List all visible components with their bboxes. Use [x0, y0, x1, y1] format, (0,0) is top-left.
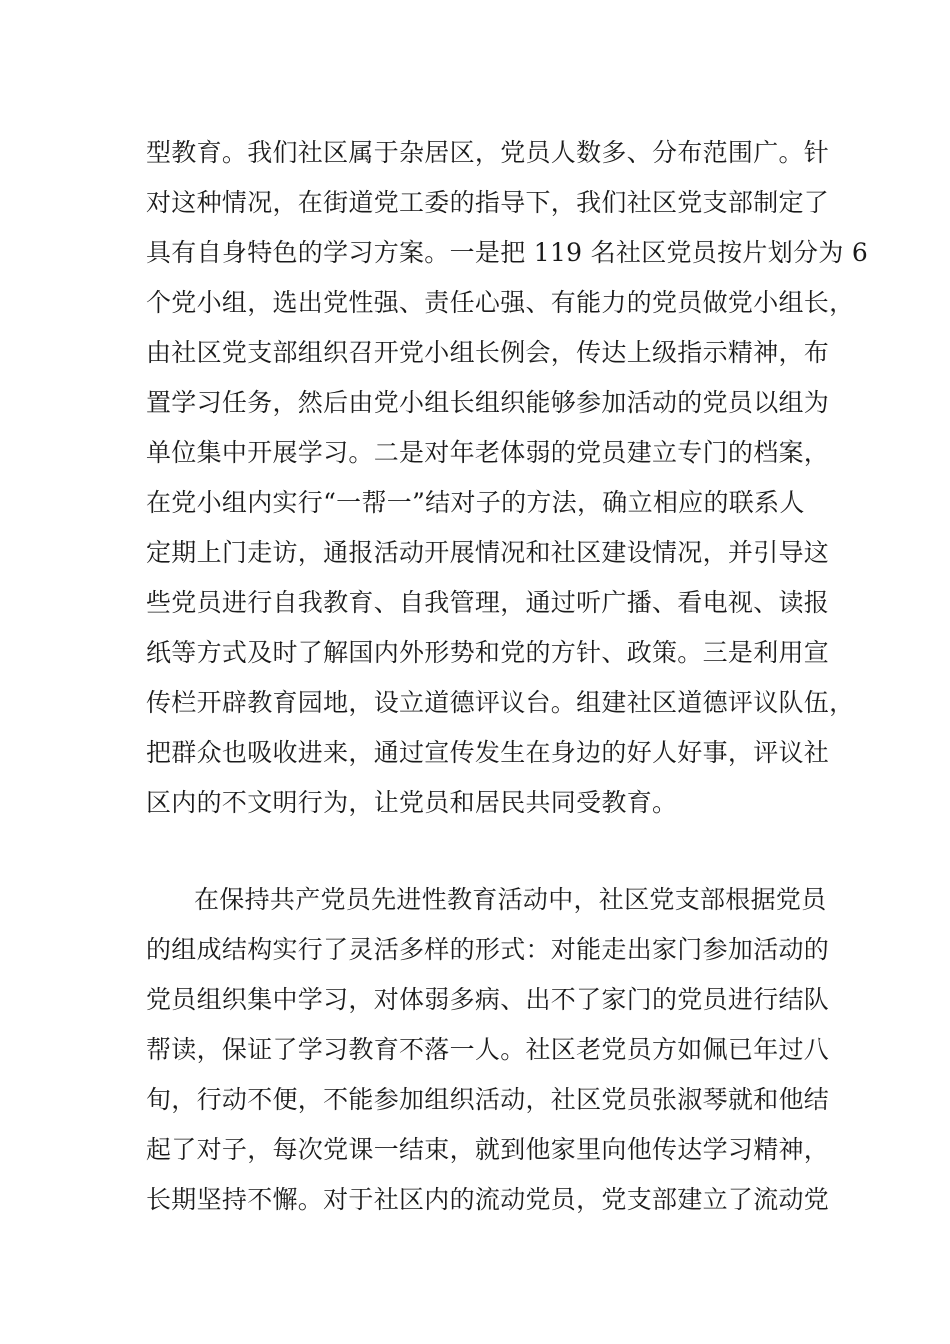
paragraph-line: 长期坚持不懈。对于社区内的流动党员，党支部建立了流动党: [146, 1185, 830, 1214]
paragraph-line: 个党小组，选出党性强、责任心强、有能力的党员做党小组长，: [146, 288, 855, 317]
paragraph-line: 帮读，保证了学习教育不落一人。社区老党员方如佩已年过八: [146, 1035, 830, 1064]
paragraph-line: 些党员进行自我教育、自我管理，通过听广播、看电视、读报: [146, 588, 830, 617]
paragraph-first-line: 在保持共产党员先进性教育活动中，社区党支部根据党员: [194, 885, 827, 914]
paragraph-line: 传栏开辟教育园地，设立道德评议台。组建社区道德评议队伍，: [146, 688, 855, 717]
paragraph-line: 由社区党支部组织召开党小组长例会，传达上级指示精神，布: [146, 338, 830, 367]
paragraph-line: 的组成结构实行了灵活多样的形式：对能走出家门参加活动的: [146, 935, 830, 964]
paragraph-line: 定期上门走访，通报活动开展情况和社区建设情况，并引导这: [146, 538, 830, 567]
paragraph-line: 对这种情况，在街道党工委的指导下，我们社区党支部制定了: [146, 188, 830, 217]
paragraph-line: 区内的不文明行为，让党员和居民共同受教育。: [146, 788, 678, 817]
paragraph-line: 在党小组内实行“一帮一”结对子的方法，确立相应的联系人: [146, 488, 805, 517]
paragraph-line: 旬，行动不便，不能参加组织活动，社区党员张淑琴就和他结: [146, 1085, 830, 1114]
paragraph-line: 型教育。我们社区属于杂居区，党员人数多、分布范围广。针: [146, 138, 830, 167]
paragraph-line: 起了对子，每次党课一结束，就到他家里向他传达学习精神，: [146, 1135, 830, 1164]
paragraph-line: 单位集中开展学习。二是对年老体弱的党员建立专门的档案，: [146, 438, 830, 467]
paragraph-line: 把群众也吸收进来，通过宣传发生在身边的好人好事，评议社: [146, 738, 830, 767]
paragraph-line: 置学习任务，然后由党小组长组织能够参加活动的党员以组为: [146, 388, 830, 417]
paragraph-line: 党员组织集中学习，对体弱多病、出不了家门的党员进行结队: [146, 985, 830, 1014]
paragraph-line: 具有自身特色的学习方案。一是把 119 名社区党员按片划分为 6: [146, 238, 869, 267]
paragraph-line: 纸等方式及时了解国内外形势和党的方针、政策。三是利用宣: [146, 638, 830, 667]
